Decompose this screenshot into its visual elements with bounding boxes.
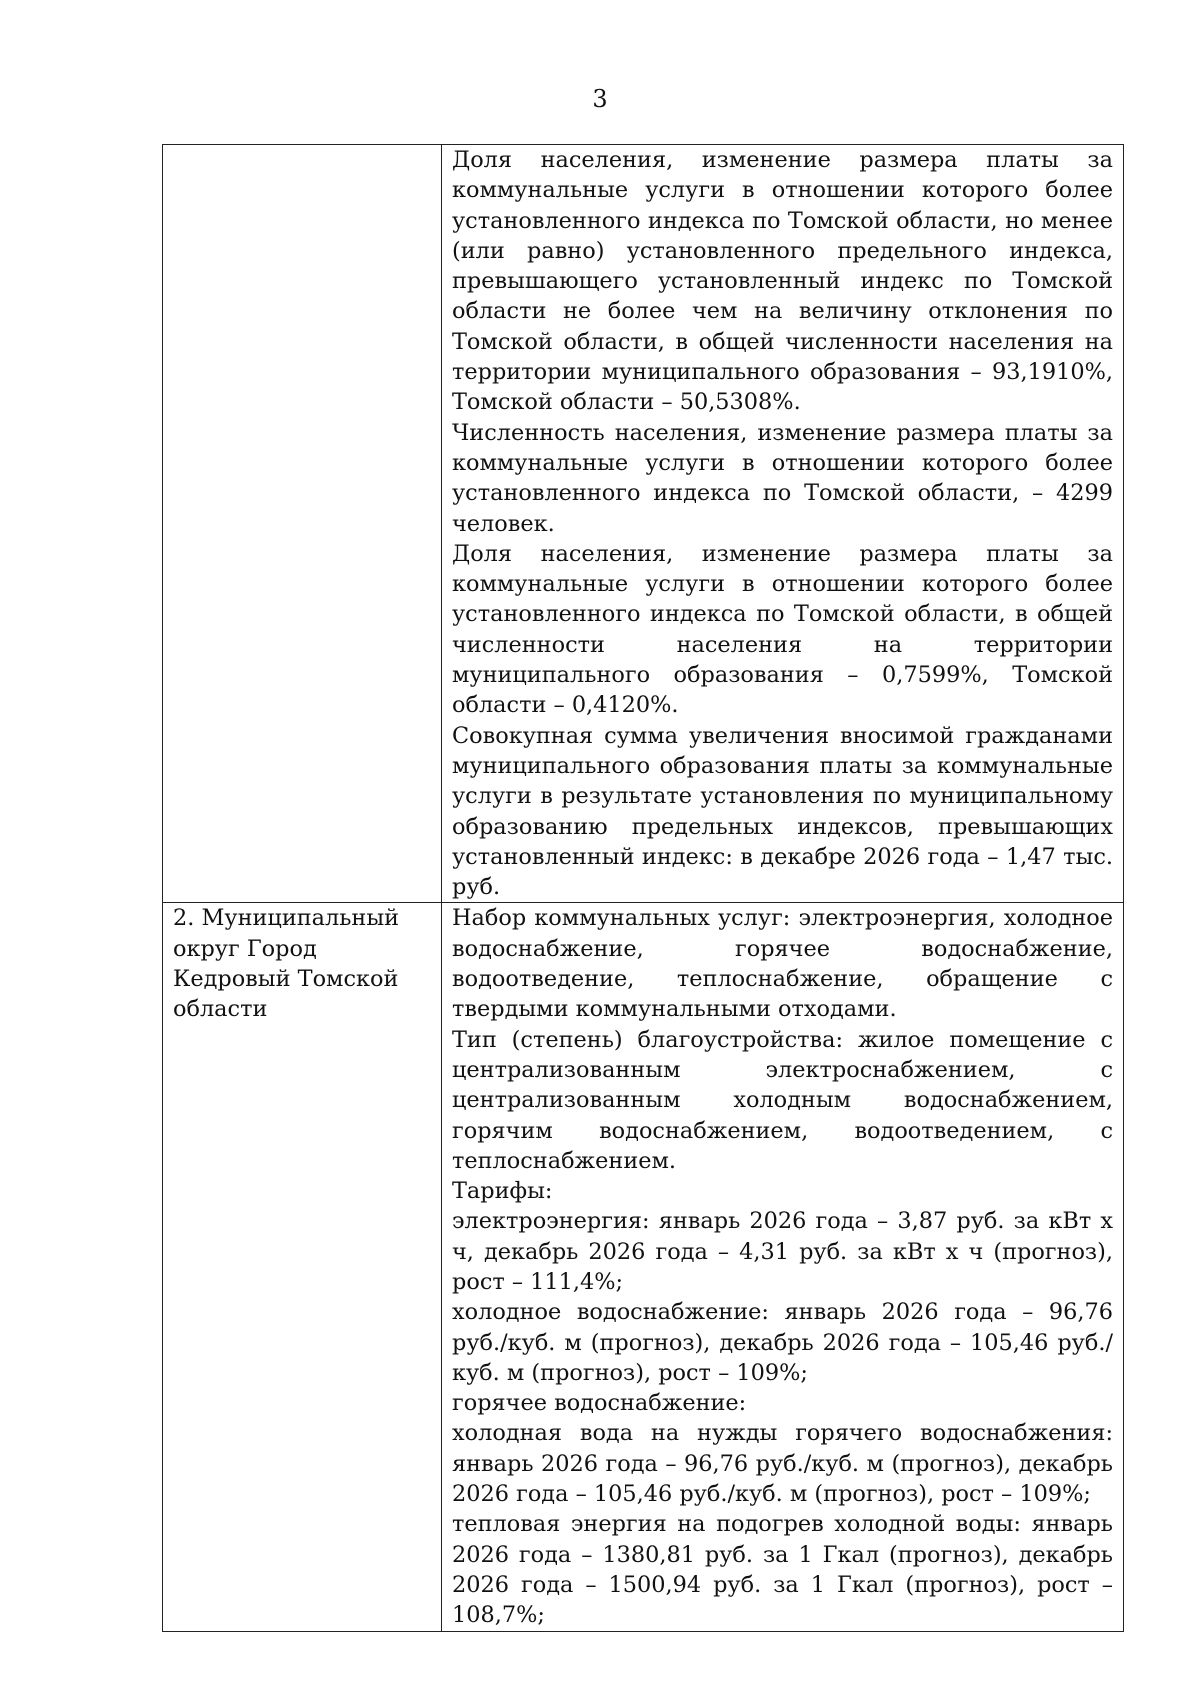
paragraph: холодная вода на нужды горячего водоснабжения: январь 2026 года – 96,76 руб./куб. м (прогноз), декабрь 2026 года – 105,46 руб./куб. м (прогноз), рост – 109%; [452, 1420, 1113, 1508]
paragraph: тепловая энергия на подогрев холодной воды: январь 2026 года – 1380,81 руб. за 1 Гкал (прогноз), декабрь 2026 года – 1500,94 руб. за 1 Гкал (прогноз), рост – 108,7%; [452, 1511, 1113, 1629]
paragraph: Доля населения, изменение размера платы за коммунальные услуги в отношении которого более установленного индекса по Томской области, но менее (или равно) установленного предельного индекса, превышающего установленный индекс по Томской области не более чем на величину отклонения по Томской области, в общей численности населения на территории муниципального образования – 93,1910%, Томской области – 50,5308%. [452, 147, 1113, 416]
description-cell [442, 145, 1124, 903]
description-cell [442, 903, 1124, 1631]
municipality-cell [163, 903, 442, 1631]
municipality-name: 2. Муниципальный округ Город Кедровый Томской области [173, 905, 400, 1023]
paragraph: Доля населения, изменение размера платы за коммунальные услуги в отношении которого более установленного индекса по Томской области, в общей численности населения на территории муниципального образования – 0,7599%, Томской области – 0,4120%. [452, 540, 1113, 719]
paragraph: Численность населения, изменение размера платы за коммунальные услуги в отношении которого более установленного индекса по Томской области, – 4299 человек. [452, 419, 1113, 537]
table-row [163, 145, 1124, 903]
paragraph: Набор коммунальных услуг: электроэнергия, холодное водоснабжение, горячее водоснабжение, водоотведение, теплоснабжение, обращение с твердыми коммунальными отходами. [452, 905, 1113, 1023]
indices-table [162, 144, 1124, 1632]
table-row [163, 903, 1124, 1631]
paragraph: Тип (степень) благоустройства: жилое помещение с централизованным электроснабжением, с централизованным холодным водоснабжением, горячим водоснабжением, водоотведением, с теплоснабжением. [452, 1026, 1113, 1174]
municipality-cell [163, 145, 442, 903]
paragraph: холодное водоснабжение: январь 2026 года – 96,76 руб./куб. м (прогноз), декабрь 2026 года – 105,46 руб./куб. м (прогноз), рост – 109%; [452, 1299, 1113, 1386]
paragraph: Тарифы: [452, 1178, 553, 1205]
paragraph: электроэнергия: январь 2026 года – 3,87 руб. за кВт х ч, декабрь 2026 года – 4,31 руб. за кВт х ч (прогноз), рост – 111,4%; [452, 1208, 1113, 1295]
paragraph: горячее водоснабжение: [452, 1390, 747, 1417]
page-number: 3 [592, 85, 608, 113]
paragraph: Совокупная сумма увеличения вносимой гражданами муниципального образования платы за коммунальные услуги в результате установления по муниципальному образованию предельных индексов, превышающих установленный индекс: в декабре 2026 года – 1,47 тыс. руб. [452, 722, 1113, 901]
